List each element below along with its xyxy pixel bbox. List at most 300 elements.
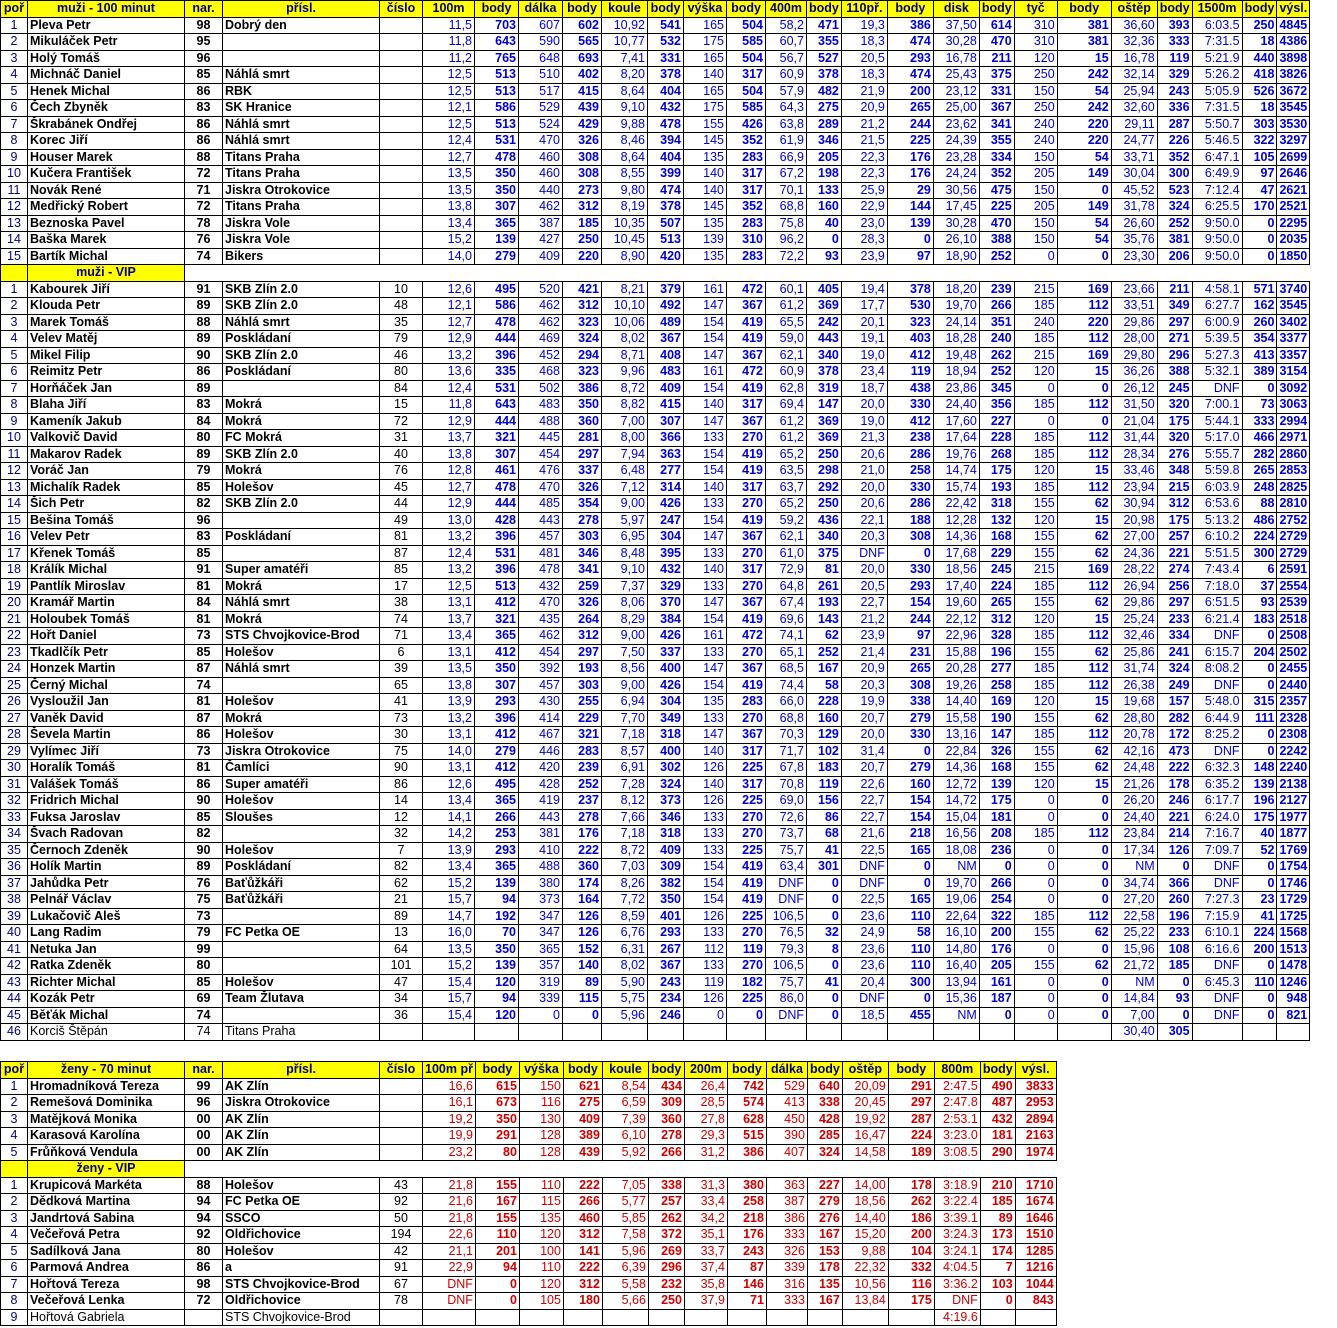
result-cell: 8,64 <box>602 83 648 100</box>
result-cell: 270 <box>727 809 766 826</box>
table-row <box>1 595 1310 612</box>
result-cell: 29,86 <box>1111 595 1157 612</box>
result-cell: 14,40 <box>842 1210 888 1227</box>
result-cell: 450 <box>766 1111 807 1128</box>
result-cell: 312 <box>1157 496 1192 513</box>
result-cell: 262 <box>979 347 1014 364</box>
total-cell: 3297 <box>1277 133 1310 150</box>
result-cell: 14 <box>1 232 28 249</box>
result-cell: 26,94 <box>1111 578 1157 595</box>
result-cell: 19,9 <box>423 1128 476 1145</box>
athlete-name: Valkovič David <box>28 430 185 447</box>
result-cell: 31,44 <box>1111 430 1157 447</box>
result-cell: 478 <box>519 562 563 579</box>
result-cell: 41 <box>807 842 842 859</box>
result-cell: 277 <box>648 463 684 480</box>
result-cell: 15,04 <box>933 809 979 826</box>
result-cell: 405 <box>807 281 842 298</box>
result-cell: 185 <box>563 215 602 232</box>
result-cell: 189 <box>888 1144 934 1161</box>
result-cell: 23,62 <box>933 116 979 133</box>
result-cell: 317 <box>727 479 766 496</box>
result-cell: 71 <box>185 182 223 199</box>
result-cell: 120 <box>1014 364 1057 381</box>
result-cell <box>223 677 380 694</box>
result-cell: 241 <box>1157 644 1192 661</box>
section-spacer <box>1 1161 28 1178</box>
result-cell: 356 <box>979 397 1014 414</box>
result-cell: 428 <box>475 512 519 529</box>
result-cell: 273 <box>563 182 602 199</box>
result-cell: 126 <box>684 793 727 810</box>
total-cell: 1044 <box>1015 1276 1056 1293</box>
result-cell: Titans Praha <box>223 1024 380 1041</box>
result-cell: 18,3 <box>841 67 887 84</box>
result-cell: 167 <box>807 661 842 678</box>
athlete-name: Kramář Martin <box>28 595 185 612</box>
result-cell: 224 <box>888 1128 934 1145</box>
result-cell: 7:15.9 <box>1192 908 1242 925</box>
result-cell: 13,9 <box>423 842 475 859</box>
result-cell: 13,7 <box>423 611 475 628</box>
result-cell: 366 <box>1157 875 1192 892</box>
result-cell: 12,6 <box>423 776 475 793</box>
result-cell <box>380 17 423 34</box>
result-cell: 7:09.7 <box>1192 842 1242 859</box>
section-title: muži - VIP <box>28 265 185 282</box>
result-cell: 530 <box>887 298 933 315</box>
result-cell: 326 <box>563 595 602 612</box>
result-cell: 57,9 <box>766 83 807 100</box>
result-cell: 309 <box>648 859 684 876</box>
result-cell: 13 <box>1 215 28 232</box>
result-cell: 35 <box>1 842 28 859</box>
result-cell: 294 <box>563 347 602 364</box>
result-cell: 175 <box>1242 809 1277 826</box>
result-cell: 120 <box>1014 694 1057 711</box>
result-cell: 154 <box>684 875 727 892</box>
result-cell: 153 <box>807 1243 842 1260</box>
result-cell: 32,60 <box>1111 100 1157 117</box>
result-cell: DNF <box>841 875 887 892</box>
header-cell: 100m př <box>423 1062 476 1079</box>
result-cell: 15,96 <box>1111 941 1157 958</box>
result-cell: 13,4 <box>423 793 475 810</box>
result-cell <box>807 1309 842 1326</box>
header-cell: nar. <box>185 1 223 18</box>
result-cell: 112 <box>1057 430 1111 447</box>
total-cell: 1674 <box>1015 1194 1056 1211</box>
result-cell: 9,00 <box>602 677 648 694</box>
result-cell: 71,7 <box>766 743 807 760</box>
result-cell: 214 <box>1157 826 1192 843</box>
result-cell: 265 <box>887 661 933 678</box>
result-cell: Holešov <box>223 974 380 991</box>
athlete-name: Mikel Filip <box>28 347 185 364</box>
result-cell: 154 <box>684 859 727 876</box>
result-cell: 21,3 <box>841 430 887 447</box>
result-cell: 161 <box>684 628 727 645</box>
result-cell: 8:25.2 <box>1192 727 1242 744</box>
result-cell: 168 <box>979 760 1014 777</box>
result-cell <box>380 100 423 117</box>
result-cell: 150 <box>1014 215 1057 232</box>
table-row <box>1 661 1310 678</box>
result-cell: 7 <box>1 1276 28 1293</box>
result-cell: 108 <box>1157 941 1192 958</box>
table-row <box>1 958 1310 975</box>
result-cell: 225 <box>727 793 766 810</box>
result-cell: 0 <box>807 892 842 909</box>
result-cell: 23,4 <box>841 364 887 381</box>
result-cell: 13,5 <box>423 661 475 678</box>
result-cell: 360 <box>648 1111 684 1128</box>
result-cell: 6:00.9 <box>1192 314 1242 331</box>
result-cell: 7,03 <box>602 859 648 876</box>
result-cell: 205 <box>1014 166 1057 183</box>
result-cell: 12,4 <box>423 133 475 150</box>
result-cell: 154 <box>684 380 727 397</box>
total-cell: 3402 <box>1277 314 1310 331</box>
result-cell: 265 <box>887 100 933 117</box>
result-cell: 139 <box>475 875 519 892</box>
result-cell: 468 <box>519 364 563 381</box>
header-cell: poř <box>1 1 28 18</box>
result-cell: 287 <box>888 1111 934 1128</box>
result-cell: 266 <box>648 1144 684 1161</box>
result-cell: 16,40 <box>933 958 979 975</box>
total-cell: 1746 <box>1277 875 1310 892</box>
result-cell: 5:27.3 <box>1192 347 1242 364</box>
result-cell: 26,20 <box>1111 793 1157 810</box>
result-cell: 585 <box>727 100 766 117</box>
result-cell <box>380 149 423 166</box>
result-cell: 419 <box>519 793 563 810</box>
result-cell: 91 <box>380 1260 423 1277</box>
result-cell: 129 <box>807 727 842 744</box>
result-cell: 154 <box>684 677 727 694</box>
result-cell: 103 <box>980 1276 1015 1293</box>
total-cell: 3833 <box>1015 1078 1056 1095</box>
result-cell: 476 <box>519 463 563 480</box>
result-cell: 7,18 <box>602 727 648 744</box>
table-row <box>1 1276 1057 1293</box>
result-cell: 0 <box>807 875 842 892</box>
table-row <box>1 50 1310 67</box>
table-row <box>1 1111 1057 1128</box>
result-cell: 367 <box>727 661 766 678</box>
result-cell: 412 <box>475 727 519 744</box>
result-cell: 20,5 <box>841 578 887 595</box>
result-cell: 80 <box>475 1144 519 1161</box>
result-cell <box>380 1128 423 1145</box>
result-cell: 84 <box>185 413 223 430</box>
result-cell: 86 <box>807 809 842 826</box>
result-cell: 307 <box>475 677 519 694</box>
result-cell: 19,70 <box>933 298 979 315</box>
result-cell: 14 <box>1 496 28 513</box>
result-cell: 167 <box>807 1227 842 1244</box>
table-row <box>1 67 1310 84</box>
result-cell: 58 <box>807 677 842 694</box>
result-cell: 259 <box>563 578 602 595</box>
result-cell: 16,10 <box>933 925 979 942</box>
result-cell: 270 <box>727 710 766 727</box>
table-row <box>1 479 1310 496</box>
result-cell: 648 <box>519 50 563 67</box>
result-cell: 44 <box>380 496 423 513</box>
result-cell: 326 <box>563 133 602 150</box>
result-cell: 101 <box>380 958 423 975</box>
result-cell: 79 <box>185 925 223 942</box>
result-cell: 74 <box>185 1007 223 1024</box>
result-cell: 438 <box>887 380 933 397</box>
result-cell: 135 <box>684 215 727 232</box>
result-cell: 334 <box>979 149 1014 166</box>
result-cell: 185 <box>1014 430 1057 447</box>
result-cell: 354 <box>563 496 602 513</box>
result-cell: 257 <box>648 1194 684 1211</box>
result-cell: Holešov <box>223 644 380 661</box>
result-cell: 28,00 <box>1111 331 1157 348</box>
result-cell: 112 <box>1057 826 1111 843</box>
result-cell: 6,76 <box>602 925 648 942</box>
result-cell: 23,66 <box>1111 281 1157 298</box>
result-cell: 90 <box>185 842 223 859</box>
result-cell: 20,7 <box>841 760 887 777</box>
result-cell <box>475 1309 519 1326</box>
result-cell: 386 <box>563 380 602 397</box>
athlete-name: Fuksa Jaroslav <box>28 809 185 826</box>
result-cell: 161 <box>684 281 727 298</box>
result-cell: 0 <box>887 232 933 249</box>
result-cell: 30 <box>1 760 28 777</box>
result-cell: 419 <box>727 512 766 529</box>
result-cell: 333 <box>1242 413 1277 430</box>
result-cell: 350 <box>475 661 519 678</box>
athlete-name: Valášek Tomáš <box>28 776 185 793</box>
result-cell: 22,7 <box>841 595 887 612</box>
result-cell: 298 <box>807 463 842 480</box>
result-cell: 13,2 <box>423 710 475 727</box>
result-cell: 3:24.1 <box>934 1243 980 1260</box>
result-cell: 150 <box>1014 182 1057 199</box>
total-cell: 1246 <box>1277 974 1310 991</box>
result-cell <box>1014 1024 1057 1041</box>
result-cell: Holešov <box>223 1243 380 1260</box>
result-cell: 407 <box>766 1144 807 1161</box>
result-cell: 205 <box>1014 199 1057 216</box>
result-cell: 172 <box>1157 727 1192 744</box>
result-cell: 133 <box>684 842 727 859</box>
result-cell: 6:10.2 <box>1192 529 1242 546</box>
result-cell: 24,40 <box>933 397 979 414</box>
table-row <box>1 1210 1057 1227</box>
result-cell: 5,90 <box>602 974 648 991</box>
result-cell: 22,32 <box>842 1260 888 1277</box>
result-cell: 133 <box>684 958 727 975</box>
result-cell: 19,60 <box>933 595 979 612</box>
result-cell: 457 <box>519 677 563 694</box>
result-cell: Mokrá <box>223 611 380 628</box>
result-cell: 89 <box>185 380 223 397</box>
result-cell: 440 <box>519 182 563 199</box>
result-cell: 513 <box>648 232 684 249</box>
result-cell: 32 <box>807 925 842 942</box>
result-cell: DNF <box>1192 1007 1242 1024</box>
result-cell <box>185 1309 223 1326</box>
result-cell: 11,2 <box>423 50 475 67</box>
result-cell: 305 <box>1157 1024 1192 1041</box>
result-cell: 185 <box>980 1194 1015 1211</box>
result-cell: 574 <box>727 1095 766 1112</box>
result-cell: 18,90 <box>933 248 979 265</box>
table-row <box>1 83 1310 100</box>
result-cell: 387 <box>766 1194 807 1211</box>
result-cell: 643 <box>475 34 519 51</box>
result-cell: 120 <box>1014 611 1057 628</box>
result-cell: 419 <box>727 611 766 628</box>
athlete-name: Křenek Tomáš <box>28 545 185 562</box>
result-cell: 6,59 <box>602 1095 648 1112</box>
result-cell: 72 <box>380 413 423 430</box>
result-cell <box>766 1309 807 1326</box>
result-cell: 143 <box>807 611 842 628</box>
result-cell: 63,5 <box>766 463 807 480</box>
result-cell: 58 <box>887 925 933 942</box>
result-cell: 520 <box>519 281 563 298</box>
result-cell: 154 <box>684 314 727 331</box>
result-cell: 175 <box>1157 413 1192 430</box>
result-cell: 11 <box>1 182 28 199</box>
result-cell: 80 <box>185 1243 223 1260</box>
result-cell: 8,71 <box>602 347 648 364</box>
result-cell: Baťůžkáři <box>223 892 380 909</box>
result-cell: 381 <box>1157 232 1192 249</box>
result-cell: 6,95 <box>602 529 648 546</box>
result-cell: 29,11 <box>1111 116 1157 133</box>
result-cell: 16,78 <box>933 50 979 67</box>
result-cell: 62 <box>1057 595 1111 612</box>
result-cell: 19,68 <box>1111 694 1157 711</box>
result-cell: 12,6 <box>423 281 475 298</box>
result-cell: 96 <box>185 50 223 67</box>
result-cell: 340 <box>807 529 842 546</box>
result-cell: 365 <box>475 859 519 876</box>
result-cell: 220 <box>1057 116 1111 133</box>
result-cell: 14,58 <box>842 1144 888 1161</box>
result-cell: 372 <box>648 1227 684 1244</box>
result-cell: 0 <box>1014 248 1057 265</box>
result-cell: 270 <box>727 958 766 975</box>
result-cell: 94 <box>475 1260 519 1277</box>
result-cell: 317 <box>727 166 766 183</box>
athlete-name: Krupicová Markéta <box>28 1177 185 1194</box>
result-cell: 186 <box>888 1210 934 1227</box>
result-cell: 206 <box>1157 248 1192 265</box>
result-cell: 20,7 <box>841 710 887 727</box>
result-cell: 120 <box>475 1007 519 1024</box>
result-cell: Náhlá smrt <box>223 116 380 133</box>
result-cell: 81 <box>185 760 223 777</box>
result-cell: 7:31.5 <box>1192 34 1242 51</box>
total-cell: 4386 <box>1277 34 1310 51</box>
result-cell: 37,50 <box>933 17 979 34</box>
result-cell: 37,9 <box>684 1293 727 1310</box>
result-cell: 17,64 <box>933 430 979 447</box>
total-cell: 2591 <box>1277 562 1310 579</box>
result-cell: 120 <box>519 1276 563 1293</box>
athlete-name: Holý Tomáš <box>28 50 185 67</box>
result-cell: 6:32.3 <box>1192 760 1242 777</box>
result-cell: 0 <box>1242 215 1277 232</box>
result-cell: 703 <box>475 17 519 34</box>
result-cell: 25,43 <box>933 67 979 84</box>
result-cell: 3 <box>1 314 28 331</box>
athlete-name: Černoch Zdeněk <box>28 842 185 859</box>
table-row <box>1 380 1310 397</box>
result-cell: 409 <box>519 248 563 265</box>
result-cell: 82 <box>380 859 423 876</box>
result-cell: 5:26.2 <box>1192 67 1242 84</box>
result-cell: Super amatéři <box>223 776 380 793</box>
result-cell: 139 <box>475 958 519 975</box>
result-cell: 15 <box>1057 776 1111 793</box>
result-cell: 331 <box>979 83 1014 100</box>
total-cell: 2621 <box>1277 182 1310 199</box>
result-cell: 386 <box>887 17 933 34</box>
total-cell: 2554 <box>1277 578 1310 595</box>
result-cell: 162 <box>1242 298 1277 315</box>
result-cell: 119 <box>807 776 842 793</box>
result-cell: 14,0 <box>423 248 475 265</box>
result-cell: Holešov <box>223 842 380 859</box>
athlete-name: Králík Michal <box>28 562 185 579</box>
table-row <box>1 496 1310 513</box>
result-cell: 62,1 <box>766 529 807 546</box>
result-cell: 41 <box>380 694 423 711</box>
result-cell: 98 <box>185 1276 223 1293</box>
result-cell: 32 <box>1 793 28 810</box>
athlete-name: Jahůdka Petr <box>28 875 185 892</box>
result-cell: 320 <box>1157 430 1192 447</box>
result-cell: 8,20 <box>602 67 648 84</box>
result-cell: 330 <box>887 479 933 496</box>
result-cell: 7,39 <box>602 1111 648 1128</box>
result-cell: Náhlá smrt <box>223 67 380 84</box>
athlete-name: Večeřová Lenka <box>28 1293 185 1310</box>
result-cell: 110 <box>475 1227 519 1244</box>
total-cell: 3063 <box>1277 397 1310 414</box>
result-cell: 312 <box>563 298 602 315</box>
result-cell: 333 <box>766 1227 807 1244</box>
result-cell: 333 <box>766 1293 807 1310</box>
result-cell: 443 <box>519 809 563 826</box>
result-cell: 428 <box>519 776 563 793</box>
result-cell: 237 <box>563 793 602 810</box>
athlete-name: Kučera František <box>28 166 185 183</box>
result-cell: 347 <box>519 925 563 942</box>
total-cell: 3740 <box>1277 281 1310 298</box>
header-cell: body <box>888 1062 934 1079</box>
header-cell: body <box>979 1 1014 18</box>
result-cell: 185 <box>1014 727 1057 744</box>
result-cell: 13,2 <box>423 347 475 364</box>
result-cell: STS Chvojkovice-Brod <box>223 1276 380 1293</box>
header-cell: dálka <box>519 1 563 18</box>
result-cell: 457 <box>519 529 563 546</box>
result-cell: 133 <box>684 430 727 447</box>
